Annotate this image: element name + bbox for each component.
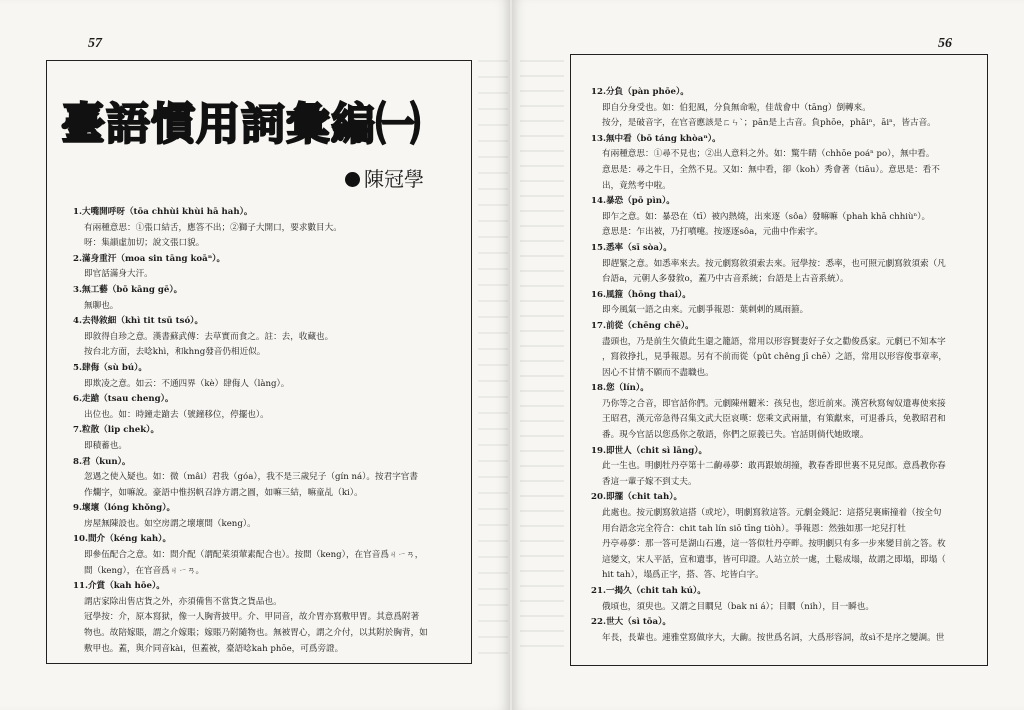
entry-text: 作爛字，如嘛說。豪語中惟拐帆召諍方謂之圓，如嘛三結，嘛童乩（ki）。	[84, 487, 363, 498]
entry-heading: 4.去得敘細（khì tit tsū tsó）。	[73, 316, 204, 327]
left-text-frame	[46, 60, 472, 664]
entry-heading: 9.壞壞（lóng khǒng）。	[73, 503, 176, 514]
article-title: 臺語慣用詞彙編㈠	[61, 99, 421, 150]
author-byline	[345, 163, 424, 192]
page-number: 57	[88, 36, 102, 51]
entry-text: 即官話滿身大汗。	[84, 269, 153, 280]
entry-text: 間（keng），在官音爲ㄐㄧㄢ。	[84, 565, 205, 576]
entry-heading: 18.您（lín）。	[591, 383, 649, 394]
left-page	[0, 0, 510, 710]
entry-text: 香這一輩子嫁不到丈夫。	[602, 476, 697, 487]
right-text-frame	[570, 54, 988, 666]
entry-heading: 16.風箍（hōng thai）。	[591, 289, 691, 300]
entry-text: 按台北方面，去唸khì，和khng發音仍相近似。	[84, 347, 266, 358]
entry-heading: 7.粒散（lip chek）。	[73, 425, 160, 436]
entry-text: hit tah），塌爲正字，搭、答、坨皆白字。	[602, 570, 764, 581]
bullet-icon	[345, 172, 360, 187]
entry-text: 房屋無陳設也。如空房謂之壞壞間（keng）。	[84, 518, 256, 529]
entry-text: 出，竟然考中啦。	[602, 180, 671, 191]
entry-text: 因心不甘情不願而不盡職也。	[602, 367, 714, 378]
entry-text: 即自分身受也。如：伯犯風，分負無命啦，佳哉會中（tāng）倒轉來。	[602, 102, 871, 113]
entry-heading: 20.即擺（chit tah）。	[591, 492, 683, 503]
entry-heading: 3.無工藝（bō kāng gē）。	[73, 284, 183, 295]
author-name: 陳冠學	[364, 167, 424, 191]
entry-text: 王昭君，漢元帝急得召集文武大臣哀嘆：您乘文武兩量，有策獻來，可退番兵，免教昭君和	[602, 414, 946, 425]
entry-text: 敷甲也。蓋，與介同音kài，但蓋被，臺語唸kah phōe，可爲旁證。	[84, 643, 344, 654]
entry-text: ，寫敘挣扎，見爭報恩。另有不前而從（pût chêng jī chē）之語，常用以形容俊事章率，	[602, 352, 948, 363]
entry-text: 出位也。如：時鐘走蹌去（號鐘移位，停擺也）。	[84, 409, 269, 420]
entry-text: 無聊也。	[84, 300, 119, 311]
entry-text: 用台語念完全符合：chit tah lín siō tīng tiòh）。爭報恩：然強如那一坨兒打牡	[602, 523, 906, 534]
entry-text: 意思是：尋之牛日，全然不見。又如：無中看，卻（koh）秀會著（tiāu）。意思是：看不	[602, 164, 940, 175]
entry-heading: 2.滿身重汗（moa sin tāng koāⁿ）。	[73, 253, 226, 264]
entry-text: 按分，是破音字，在官音應該是ㄈㄣˋ；pān是上古音。負phōe，phāiⁿ，āiⁿ，皆古音。	[602, 118, 936, 129]
entry-text: 呀：集韻虛加切；說文張口貌。	[84, 238, 205, 249]
entry-heading: 19.即世人（chit sì lāng）。	[591, 445, 708, 456]
entry-text: 即欺凌之意。如云：不通四界（kè）肆侮人（làng）。	[84, 378, 290, 389]
entry-text: 冠學按：介，原本寫狱，像一人胸背披甲。介、甲同音，故介胃亦寫敷甲胃。其意爲附著	[84, 612, 420, 623]
entry-heading: 12.分負（pàn phōe）。	[591, 87, 689, 97]
entry-text: 有兩種意思：①張口結舌，應答不出；②獅子大開口，要求數目大。	[84, 222, 342, 233]
page-number: 56	[938, 36, 952, 51]
entry-text: 即乍之意。如：暴恐在（tī）被內熱燒，出來逐（sôa）發嘛嘛（phah khā chhiùⁿ）。	[602, 211, 931, 222]
entry-heading: 15.悉率（sī sòa）。	[591, 242, 672, 253]
entry-text: 盡頭也，乃是前生欠債此生還之籠語，常用以形容賢妻好子女之勸俊爲家。元劇已不知本字	[602, 336, 946, 347]
entry-text: 這變文，宋人平話，宣和遺事，皆可印證。人站立於一處，土鬆成塌，故謂之即塌，即塌（	[602, 554, 946, 565]
entry-text: 謂店家除出售店貨之外，亦須備售不當貨之貨品也。	[84, 596, 282, 607]
entry-text: 即敘得自珍之意。漢書蘇武傳：去草實而食之。註：去，收藏也。	[84, 331, 334, 342]
entry-heading: 1.大嘴開呼呀（tōa chhùi khùi hā hah）。	[73, 207, 253, 217]
entry-heading: 6.走蹌（tsau cheng）。	[73, 394, 174, 405]
entry-heading: 10.間介（kéng kah）。	[73, 534, 172, 545]
entry-heading: 17.前從（chēng chē）。	[591, 320, 694, 331]
bleed-through-text	[520, 60, 564, 660]
entry-text: 忽遇之使入疑也。如：微（mâi）君我（góa），我不是三歲兒子（gín ná）。按君字官書	[84, 472, 418, 483]
entry-text: 意思是：乍出被，乃打噴嚏。按逐逐sôa，元曲中作索字。	[602, 227, 823, 238]
entry-heading: 13.無中看（bō táng khòaⁿ）。	[591, 133, 721, 144]
bleed-through-text	[478, 60, 508, 660]
left-entry-list	[73, 205, 463, 657]
entry-text: 乃你等之合音，即官話你們。元劇陳州糶米：孩兒也，您近前來。漢宮秋寫匈奴遣專使來接	[602, 398, 946, 409]
entry-text: 即參伍配合之意。如：間介配（謂配菜須葷素配合也）。按間（keng），在官音爲ㄐㄧㄢ，	[84, 550, 424, 561]
entry-heading: 8.君（kun）。	[73, 456, 131, 467]
entry-text: 有兩種意思：①尋不見也；②出人意料之外。如：驚牛睛（chhōe poáⁿ po），無中看。	[602, 149, 935, 160]
entry-text: 即今風氣一語之由來。元劇爭報恩：葉剌剌的風雨箍。	[602, 305, 809, 316]
entry-text: 即積蓄也。	[84, 440, 127, 451]
entry-text: 番。現今官話以您爲你之敬語，你們之原義已失。官話則倘代她敗壞。	[602, 430, 869, 441]
entry-text: 台語a，元朝人多發敘o，蓋乃中古音系統；台語是上古音系統）。	[602, 274, 849, 285]
entry-text: 俄頃也，須臾也。又謂之目瞷兒（bak ni á）；目瞷（nih），目一瞬也。	[602, 601, 874, 612]
entry-text: 年長，長輩也。連雅堂寫做序大，大齣。按世爲名詞，大爲形容詞，故sì不是序之變調。世	[602, 632, 945, 643]
entry-text: 物也。故陪嫁賬，謂之介嫁賬；嫁賬乃附隨物也。無被胃心，謂之介付，以其附於胸背，如	[84, 628, 428, 639]
right-entry-list	[591, 85, 977, 646]
entry-heading: 21.一揭久（chit tah kú）。	[591, 586, 706, 596]
entry-text: 丹亭尋夢：那一答可是湖山石邊，這一答似牡丹亭畔。按明劇只有多一步來變目前之答。枚	[602, 539, 946, 550]
entry-heading: 22.世大（sì tōa）。	[591, 617, 671, 628]
entry-text: 此一生也。明劇牡丹亭第十二齣尋夢：敢再跟娘胡撞，教春香即世裏不見兒郎。意爲教你春	[602, 461, 946, 472]
entry-heading: 11.介賞（kah hōe）。	[73, 581, 165, 592]
entry-text: 此處也。按元劇寫敘這搭（或坨），明劇寫敘這答。元劇金錢記：這搭兒裏廝撞着（按全句	[602, 508, 942, 519]
entry-text: 即趕緊之意。如悉率來去。按元劇寫敘須索去來。冠學按：悉率，也可照元劇寫敘須索（凡	[602, 258, 946, 269]
entry-heading: 5.肆侮（sù bú）。	[73, 362, 147, 373]
right-page	[512, 0, 1024, 710]
entry-heading: 14.暴恐（pō pìn）。	[591, 196, 675, 207]
